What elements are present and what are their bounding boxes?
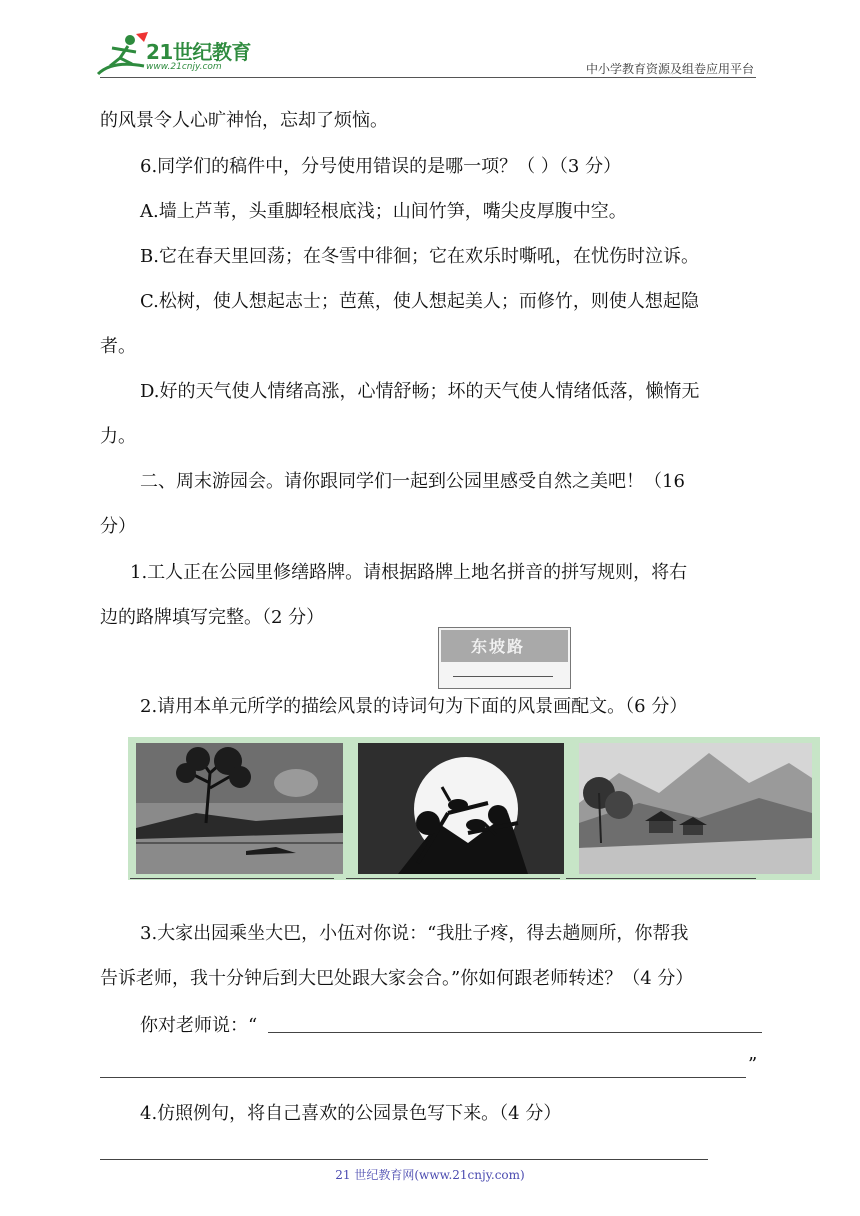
logo-url: www.21cnjy.com [146, 62, 222, 72]
question-2: 2.请用本单元所学的描绘风景的诗词句为下面的风景画配文。（6 分） [140, 696, 688, 717]
painting-mountain-village [579, 743, 812, 874]
caption-blank-3[interactable] [566, 878, 756, 879]
runner-logo-icon [92, 30, 152, 80]
section-2-title: 二、周末游园会。请你跟同学们一起到公园里感受自然之美吧！（16 [140, 471, 685, 492]
option-d-line2: 力。 [100, 426, 136, 447]
answer-blank-3b[interactable] [100, 1077, 746, 1078]
section-2-title-cont: 分） [100, 516, 136, 537]
road-sign-label: 东坡路 [471, 637, 526, 656]
footer-text: 21 世纪教育网(www.21cnjy.com) [335, 1168, 525, 1182]
painting-moon-magpie [358, 743, 564, 874]
option-c-line1: C.松树，使人想起志士；芭蕉，使人想起美人；而修竹，则使人想起隐 [140, 291, 699, 312]
road-sign-answer-blank[interactable] [453, 676, 553, 677]
painting-lake-trees [136, 743, 343, 874]
question-3-cont: 告诉老师，我十分钟后到大巴处跟大家会合。”你如何跟老师转述？（4 分） [100, 968, 694, 989]
option-a: A.墙上芦苇，头重脚轻根底浅；山间竹笋，嘴尖皮厚腹中空。 [140, 201, 627, 222]
text-line: 的风景令人心旷神怡，忘却了烦恼。 [100, 110, 388, 131]
question-6: 6.同学们的稿件中，分号使用错误的是哪一项？（ ）（3 分） [140, 156, 622, 177]
caption-blank-1[interactable] [130, 878, 334, 879]
option-d-line1: D.好的天气使人情绪高涨，心情舒畅；坏的天气使人情绪低落，懒惰无 [140, 381, 700, 402]
option-c-line2: 者。 [100, 336, 136, 357]
logo-text: 21世纪教育 [146, 40, 251, 64]
question-3: 3.大家出园乘坐大巴，小伍对你说：“我肚子疼，得去趟厕所，你帮我 [140, 923, 689, 944]
question-4: 4.仿照例句，将自己喜欢的公园景色写下来。（4 分） [140, 1103, 562, 1124]
header-divider [100, 77, 756, 78]
question-1-cont: 边的路牌填写完整。（2 分） [100, 607, 325, 628]
question-3-prompt: 你对老师说：“ [140, 1015, 258, 1036]
platform-title: 中小学教育资源及组卷应用平台 [585, 62, 754, 76]
footer-divider [100, 1159, 708, 1160]
answer-blank-3a[interactable] [268, 1032, 762, 1033]
road-sign [438, 627, 571, 689]
caption-blank-2[interactable] [346, 878, 560, 879]
option-b: B.它在春天里回荡；在冬雪中徘徊；它在欢乐时嘶吼，在忧伤时泣诉。 [140, 246, 699, 267]
question-1: 1.工人正在公园里修缮路牌。请根据路牌上地名拼音的拼写规则，将右 [130, 562, 688, 583]
closing-quote: ” [748, 1054, 758, 1075]
